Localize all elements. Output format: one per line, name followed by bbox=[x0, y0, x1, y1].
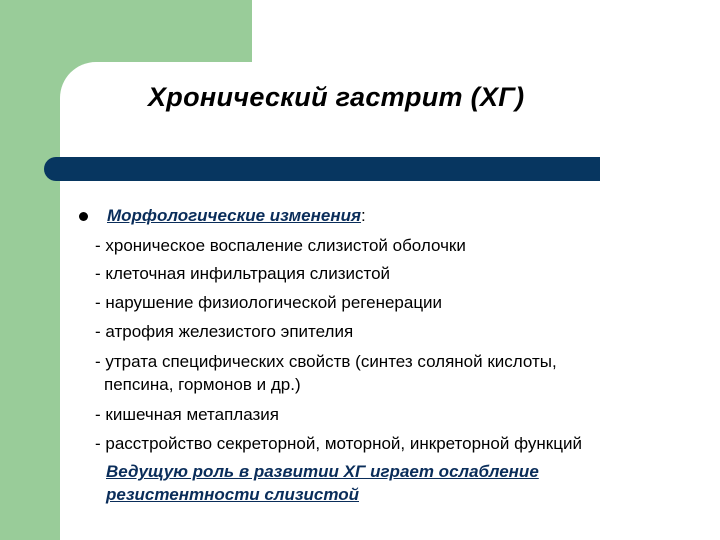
list-item: - атрофия железистого эпителия bbox=[95, 322, 354, 341]
bullet-heading: Морфологические изменения bbox=[107, 206, 362, 225]
list-item: - клеточная инфильтрация слизистой bbox=[95, 264, 391, 283]
conclusion-line: резистентности слизистой bbox=[106, 485, 359, 504]
list-item: - нарушение физиологической регенерации bbox=[95, 293, 443, 312]
bullet-heading-colon: : bbox=[361, 206, 366, 225]
list-item: - кишечная метаплазия bbox=[95, 405, 279, 424]
slide-title: Хронический гастрит (ХГ) bbox=[148, 82, 525, 112]
conclusion-line: Ведущую роль в развитии ХГ играет ослабление bbox=[106, 462, 539, 481]
list-item: - утрата специфических свойств (синтез соляной кислоты, bbox=[95, 352, 557, 371]
list-item: - хроническое воспаление слизистой оболочки bbox=[95, 236, 466, 255]
list-item: - расстройство секреторной, моторной, инкреторной функций bbox=[95, 434, 582, 453]
list-item-continuation: пепсина, гормонов и др.) bbox=[104, 375, 301, 394]
bullet-heading-line bbox=[107, 206, 366, 226]
bullet-icon bbox=[79, 212, 88, 221]
